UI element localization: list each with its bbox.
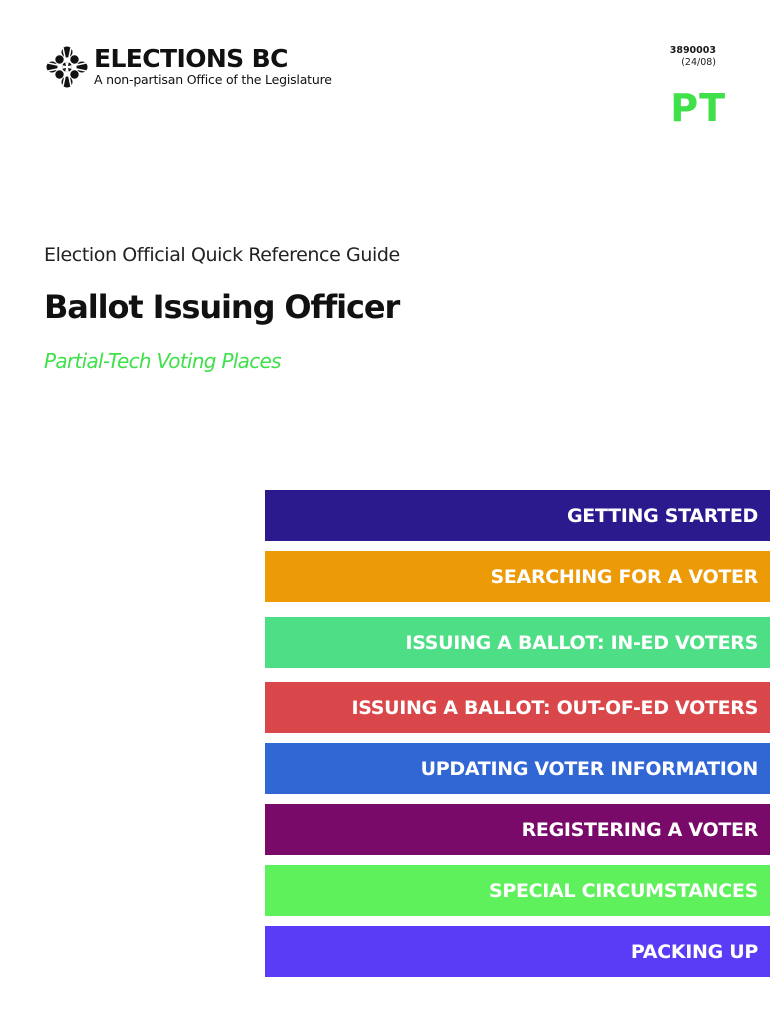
guide-title: Ballot Issuing Officer	[44, 288, 400, 326]
pt-label: PT	[670, 86, 726, 130]
elections-bc-emblem-icon	[44, 44, 90, 90]
form-version: (24/08)	[681, 57, 716, 68]
form-number: 3890003	[669, 45, 716, 56]
section-tab-issuing-ballot-in-ed[interactable]: ISSUING A BALLOT: IN-ED VOTERS	[265, 617, 770, 668]
guide-subtitle: Election Official Quick Reference Guide	[44, 244, 400, 266]
section-tab-getting-started[interactable]: GETTING STARTED	[265, 490, 770, 541]
section-tab-updating-voter-information[interactable]: UPDATING VOTER INFORMATION	[265, 743, 770, 794]
elections-bc-logo	[44, 44, 332, 90]
org-tagline: A non-partisan Office of the Legislature	[94, 72, 332, 87]
section-tab-special-circumstances[interactable]: SPECIAL CIRCUMSTANCES	[265, 865, 770, 916]
section-tab-packing-up[interactable]: PACKING UP	[265, 926, 770, 977]
org-name: ELECTIONS BC	[94, 44, 288, 73]
section-tab-registering-a-voter[interactable]: REGISTERING A VOTER	[265, 804, 770, 855]
section-tab-searching-for-a-voter[interactable]: SEARCHING FOR A VOTER	[265, 551, 770, 602]
guide-tagline: Partial-Tech Voting Places	[44, 349, 281, 373]
form-code	[670, 45, 716, 69]
section-tab-issuing-ballot-out-of-ed[interactable]: ISSUING A BALLOT: OUT-OF-ED VOTERS	[265, 682, 770, 733]
